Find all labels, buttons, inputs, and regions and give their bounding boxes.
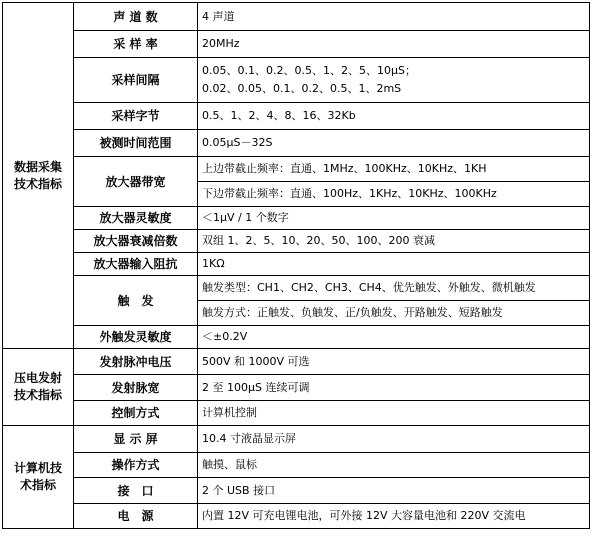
- spec-value: 双组 1、2、5、10、20、50、100、200 衰减: [198, 230, 590, 253]
- spec-value: 0.05、0.1、0.2、0.5、1、2、5、10μS； 0.02、0.05、0.1、0.2、0.5、1、2mS: [198, 58, 590, 103]
- spec-row: [3, 375, 590, 401]
- spec-value: 内置 12V 可充电锂电池，可外接 12V 大容量电池和 220V 交流电: [198, 504, 590, 529]
- spec-row: [3, 157, 590, 182]
- spec-label: 触 发: [74, 276, 198, 326]
- spec-label: 放大器灵敏度: [74, 207, 198, 230]
- spec-value: 触发方式：正触发、负触发、正/负触发、开路触发、短路触发: [198, 301, 590, 326]
- spec-row: [3, 230, 590, 253]
- spec-value: 触摸、鼠标: [198, 453, 590, 478]
- spec-value: 触发类型：CH1、CH2、CH3、CH4、优先触发、外触发、微机触发: [198, 276, 590, 301]
- spec-label: 采样间隔: [74, 58, 198, 103]
- spec-value: ＜±0.2V: [198, 326, 590, 349]
- spec-row: [3, 504, 590, 529]
- spec-table-body: [3, 3, 590, 529]
- category-cell: [3, 426, 74, 529]
- spec-label: 显 示 屏: [74, 426, 198, 453]
- spec-row: [3, 426, 590, 453]
- category-label: 数据采集: [13, 159, 62, 174]
- spec-row: [3, 31, 590, 58]
- spec-label: 操作方式: [74, 453, 198, 478]
- spec-table: [2, 2, 590, 529]
- category-label: 术指标: [19, 478, 56, 492]
- category-label: 计算机技: [13, 461, 62, 475]
- spec-label: 声 道 数: [74, 3, 198, 31]
- spec-value: 下边带截止频率：直通、100Hz、1KHz、10KHz、100KHz: [198, 182, 590, 207]
- spec-row: [3, 453, 590, 478]
- spec-label: 放大器衰减倍数: [74, 230, 198, 253]
- spec-value: 0.5、1、2、4、8、16、32Kb: [198, 103, 590, 130]
- spec-label: 外触发灵敏度: [74, 326, 198, 349]
- category-label: 技术指标: [13, 176, 62, 191]
- spec-value: 0.05μS－32S: [198, 130, 590, 157]
- spec-row: [3, 349, 590, 375]
- spec-label: 采样字节: [74, 103, 198, 130]
- spec-value: 计算机控制: [198, 401, 590, 426]
- spec-value: 2 至 100μS 连续可调: [198, 375, 590, 401]
- spec-row: [3, 401, 590, 426]
- spec-label: 被测时间范围: [74, 130, 198, 157]
- spec-value: 20MHz: [198, 31, 590, 58]
- spec-row: [3, 103, 590, 130]
- spec-label: 放大器输入阻抗: [74, 253, 198, 276]
- spec-row: [3, 326, 590, 349]
- category-cell: [3, 3, 74, 349]
- spec-value: ＜1μV / 1 个数字: [198, 207, 590, 230]
- spec-label: 发射脉宽: [74, 375, 198, 401]
- category-label: 技术指标: [13, 388, 62, 402]
- spec-value: 4 声道: [198, 3, 590, 31]
- spec-label: 放大器带宽: [74, 157, 198, 207]
- spec-row: [3, 130, 590, 157]
- spec-row: [3, 207, 590, 230]
- spec-value: 1KΩ: [198, 253, 590, 276]
- category-cell: [3, 349, 74, 426]
- category-label: 压电发射: [13, 371, 62, 385]
- spec-row: [3, 478, 590, 504]
- spec-value: 上边带截止频率：直通、1MHz、100KHz、10KHz、1KH: [198, 157, 590, 182]
- spec-label: 接 口: [74, 478, 198, 504]
- spec-value: 2 个 USB 接口: [198, 478, 590, 504]
- spec-label: 采 样 率: [74, 31, 198, 58]
- spec-label: 控制方式: [74, 401, 198, 426]
- spec-row: [3, 58, 590, 103]
- spec-value: 500V 和 1000V 可选: [198, 349, 590, 375]
- spec-row: [3, 253, 590, 276]
- spec-row: [3, 3, 590, 31]
- spec-label: 电 源: [74, 504, 198, 529]
- spec-label: 发射脉冲电压: [74, 349, 198, 375]
- spec-row: [3, 276, 590, 301]
- spec-value: 10.4 寸液晶显示屏: [198, 426, 590, 453]
